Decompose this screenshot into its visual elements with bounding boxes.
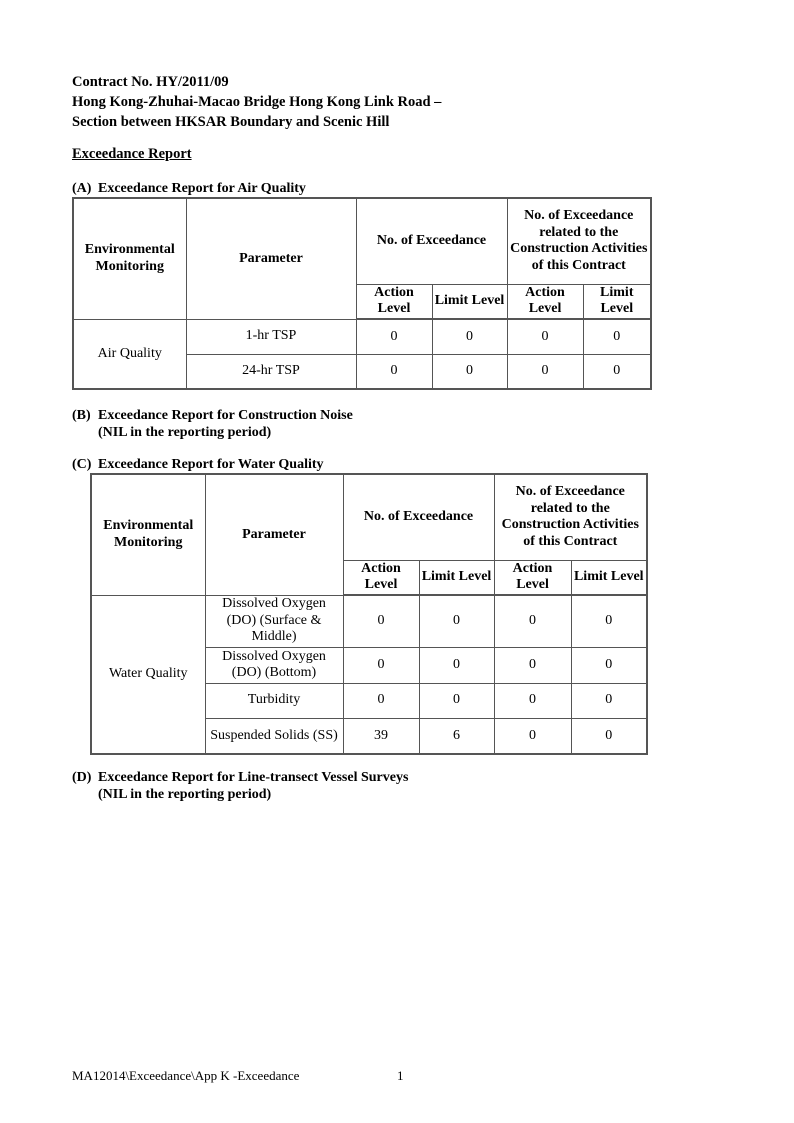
related-action-level-cell: 0 (507, 319, 583, 354)
parameter-cell: Dissolved Oxygen (DO) (Bottom) (205, 647, 343, 683)
header-no-of-exceedance: No. of Exceedance (343, 474, 494, 560)
header-limit-level: Limit Level (432, 284, 507, 319)
section-d-note: (NIL in the reporting period) (98, 787, 272, 802)
header-parameter: Parameter (186, 198, 356, 319)
parameter-cell: 1-hr TSP (186, 319, 356, 354)
related-limit-level-cell: 0 (571, 683, 647, 718)
contract-number: Contract No. HY/2011/09 (72, 74, 229, 90)
header-related-action-level: Action Level (494, 560, 571, 595)
section-d-label: (D) (72, 770, 92, 785)
document-header (72, 72, 441, 132)
related-limit-level-cell: 0 (571, 718, 647, 754)
report-title: Exceedance Report (72, 146, 192, 162)
action-level-cell: 39 (343, 718, 419, 754)
limit-level-cell: 6 (419, 718, 494, 754)
header-related-limit-level: Limit Level (571, 560, 647, 595)
header-related-exceedance: No. of Exceedance related to the Construction Activities of this Contract (494, 474, 647, 560)
air-quality-table (72, 197, 652, 390)
limit-level-cell: 0 (419, 683, 494, 718)
parameter-cell: 24-hr TSP (186, 354, 356, 389)
water-quality-table (90, 473, 648, 755)
section-b-heading (72, 407, 353, 441)
limit-level-cell: 0 (419, 647, 494, 683)
related-action-level-cell: 0 (494, 718, 571, 754)
section-a-label: (A) (72, 181, 92, 196)
header-environmental-monitoring: Environmental Monitoring (73, 198, 186, 319)
section-b-label: (B) (72, 408, 91, 423)
section-a-title: Exceedance Report for Air Quality (98, 181, 306, 196)
header-related-exceedance: No. of Exceedance related to the Construction Activities of this Contract (507, 198, 651, 284)
project-title-line-2: Section between HKSAR Boundary and Scenic Hill (72, 114, 390, 130)
parameter-cell: Dissolved Oxygen (DO) (Surface & Middle) (205, 595, 343, 647)
related-limit-level-cell: 0 (583, 319, 651, 354)
parameter-cell: Suspended Solids (SS) (205, 718, 343, 754)
table-row (73, 319, 651, 354)
section-a-heading (72, 180, 306, 197)
action-level-cell: 0 (343, 683, 419, 718)
section-d-heading (72, 769, 408, 803)
related-limit-level-cell: 0 (571, 647, 647, 683)
header-action-level: Action Level (343, 560, 419, 595)
related-limit-level-cell: 0 (571, 595, 647, 647)
section-c-label: (C) (72, 457, 92, 472)
related-action-level-cell: 0 (507, 354, 583, 389)
action-level-cell: 0 (356, 319, 432, 354)
limit-level-cell: 0 (419, 595, 494, 647)
header-limit-level: Limit Level (419, 560, 494, 595)
header-environmental-monitoring: Environmental Monitoring (91, 474, 205, 595)
page-number: 1 (397, 1068, 404, 1083)
header-parameter: Parameter (205, 474, 343, 595)
parameter-cell: Turbidity (205, 683, 343, 718)
section-b-title: Exceedance Report for Construction Noise (98, 408, 353, 423)
limit-level-cell: 0 (432, 354, 507, 389)
project-title-line-1: Hong Kong-Zhuhai-Macao Bridge Hong Kong Link Road – (72, 94, 442, 110)
section-b-note: (NIL in the reporting period) (98, 425, 272, 440)
action-level-cell: 0 (356, 354, 432, 389)
limit-level-cell: 0 (432, 319, 507, 354)
section-c-heading (72, 456, 324, 473)
action-level-cell: 0 (343, 647, 419, 683)
group-label: Air Quality (73, 319, 186, 389)
related-action-level-cell: 0 (494, 683, 571, 718)
group-label: Water Quality (91, 595, 205, 754)
related-limit-level-cell: 0 (583, 354, 651, 389)
related-action-level-cell: 0 (494, 595, 571, 647)
section-d-title: Exceedance Report for Line-transect Vessel Surveys (98, 770, 409, 785)
header-no-of-exceedance: No. of Exceedance (356, 198, 507, 284)
section-c-title: Exceedance Report for Water Quality (98, 457, 324, 472)
action-level-cell: 0 (343, 595, 419, 647)
table-row (91, 595, 647, 647)
header-action-level: Action Level (356, 284, 432, 319)
header-related-limit-level: Limit Level (583, 284, 651, 319)
related-action-level-cell: 0 (494, 647, 571, 683)
footer-path: MA12014\Exceedance\App K -Exceedance (72, 1068, 300, 1083)
header-related-action-level: Action Level (507, 284, 583, 319)
